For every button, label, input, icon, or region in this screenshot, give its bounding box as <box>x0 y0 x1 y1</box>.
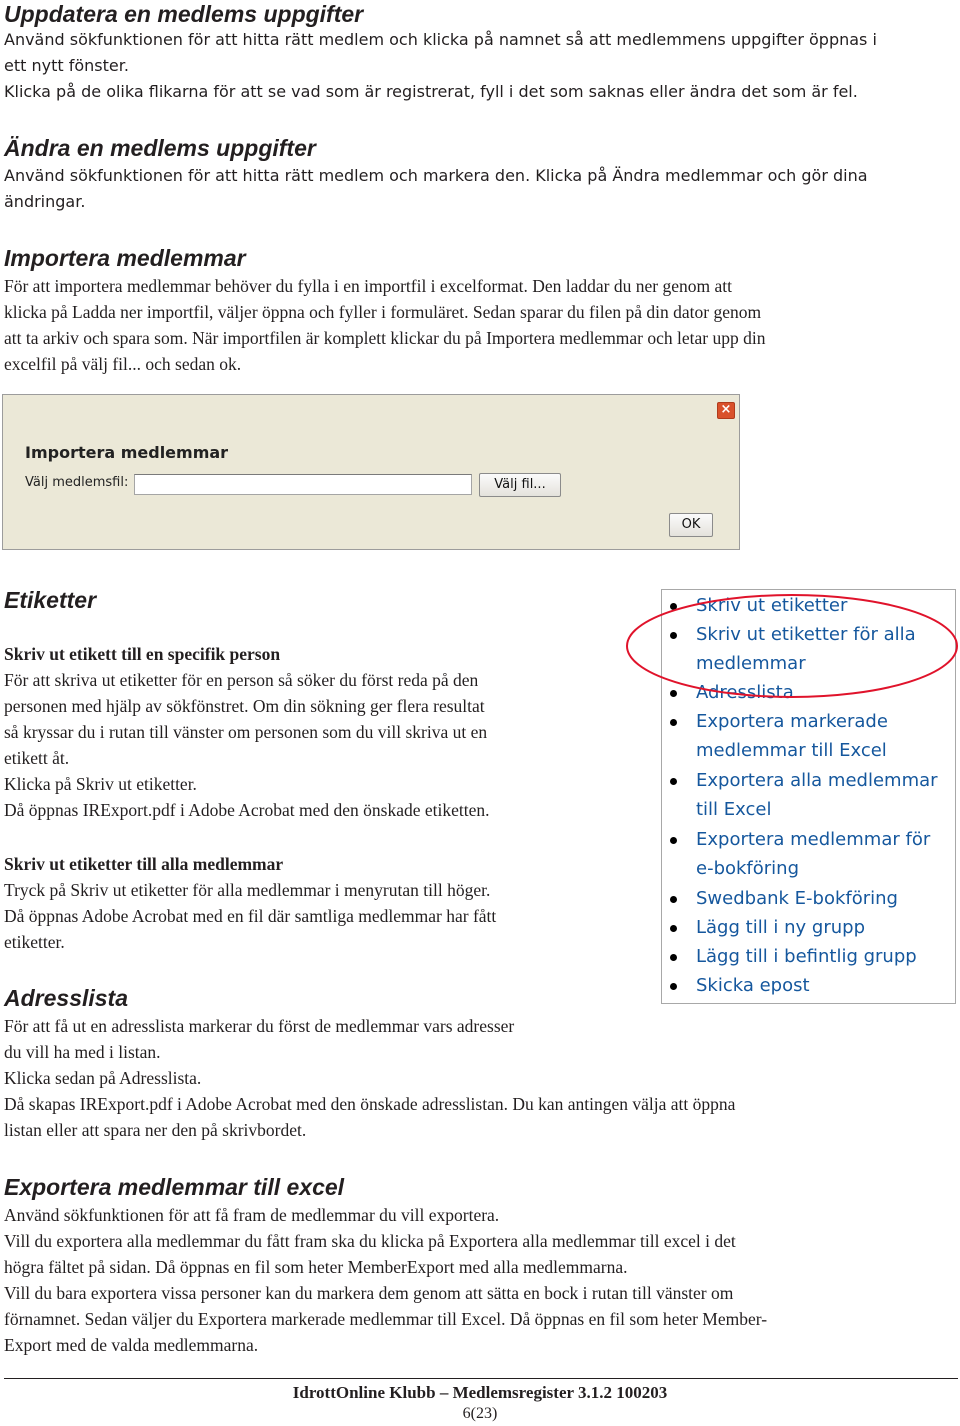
text-line: För att importera medlemmar behöver du fylla i en importfil i excelformat. Den laddar du ner genom att <box>4 276 732 296</box>
dialog-title: Importera medlemmar <box>25 443 229 462</box>
text-line: du vill ha med i listan. <box>4 1042 161 1062</box>
text-line: högra fältet på sidan. Då öppnas en fil som heter MemberExport med alla medlemmarna. <box>4 1257 628 1277</box>
update-text <box>4 27 877 105</box>
text-line: excelfil på välj fil... och sedan ok. <box>4 354 242 374</box>
text-line: Använd sökfunktionen för att få fram de medlemmar du vill exportera. <box>4 1205 500 1225</box>
ok-button[interactable]: OK <box>669 513 713 537</box>
bullet-icon <box>670 983 677 990</box>
menu-item-label: Skicka epost <box>696 975 810 996</box>
menu-item-label: Exportera markerade medlemmar till Excel <box>696 711 888 761</box>
text-line: etikett åt. <box>4 748 70 768</box>
text-line: förnamnet. Sedan väljer du Exportera markerade medlemmar till Excel. Då öppnas en fil som heter Member- <box>4 1309 768 1329</box>
page-number: 6(23) <box>462 1405 498 1422</box>
bullet-icon <box>670 954 677 961</box>
text-line: Använd sökfunktionen för att hitta rätt medlem och markera den. Klicka på Ändra medlemmar och gör dina <box>4 166 868 185</box>
subheading-all-members: Skriv ut etiketter till alla medlemmar <box>4 854 284 874</box>
browse-button[interactable]: Välj fil... <box>479 473 561 497</box>
menu-item-swedbank[interactable] <box>670 884 953 913</box>
close-icon[interactable]: × <box>717 402 735 419</box>
text-line: ändringar. <box>4 192 86 211</box>
text-line: Klicka på Skriv ut etiketter. <box>4 774 197 794</box>
menu-item-label: Adresslista <box>696 682 794 703</box>
menu-item-export-all[interactable] <box>670 766 953 824</box>
menu-item-label: Exportera medlemmar för e-bokföring <box>696 829 931 879</box>
footer-title: IdrottOnline Klubb – Medlemsregister 3.1.2 100203 <box>292 1383 668 1402</box>
menu-item-send-email[interactable] <box>670 971 953 1000</box>
text-line: listan eller att spara ner den på skrivbordet. <box>4 1120 307 1140</box>
menu-item-label: Lägg till i befintlig grupp <box>696 946 917 967</box>
text-line: Då skapas IRExport.pdf i Adobe Acrobat med den önskade adresslistan. Du kan antingen välja att öppna <box>4 1094 736 1114</box>
export-text <box>4 1202 767 1358</box>
heading-change: Ändra en medlems uppgifter <box>4 135 316 161</box>
menu-item-label: Exportera alla medlemmar till Excel <box>696 770 938 820</box>
bullet-icon <box>670 837 677 844</box>
heading-export: Exportera medlemmar till excel <box>4 1174 345 1200</box>
heading-import: Importera medlemmar <box>4 245 246 271</box>
menu-item-export-selected[interactable] <box>670 707 953 765</box>
text-line: Använd sökfunktionen för att hitta rätt medlem och klicka på namnet så att medlemmens uppgifter öppnas i <box>4 30 877 49</box>
subheading-specific-person: Skriv ut etikett till en specifik person <box>4 644 281 664</box>
bullet-icon <box>670 778 677 785</box>
bullet-icon <box>670 925 677 932</box>
address-text <box>4 1013 735 1143</box>
heading-labels: Etiketter <box>4 587 97 613</box>
menu-item-label: Skriv ut etiketter för alla medlemmar <box>696 624 916 674</box>
labels-all-text <box>4 851 496 955</box>
highlight-ellipse <box>624 592 960 700</box>
text-line: Då öppnas Adobe Acrobat med en fil där samtliga medlemmar har fått <box>4 906 497 926</box>
menu-item-label: Swedbank E-bokföring <box>696 888 898 909</box>
file-input[interactable] <box>134 474 472 495</box>
text-line: För att skriva ut etiketter för en person så söker du först reda på den <box>4 670 479 690</box>
text-line: Vill du bara exportera vissa personer kan du markera dem genom att sätta en bock i rutan till vänster om <box>4 1283 734 1303</box>
text-line: Då öppnas IRExport.pdf i Adobe Acrobat med den önskade etiketten. <box>4 800 490 820</box>
bullet-icon <box>670 719 677 726</box>
file-field-label: Välj medlemsfil: <box>25 475 129 490</box>
text-line: Tryck på Skriv ut etiketter för alla medlemmar i menyrutan till höger. <box>4 880 491 900</box>
labels-text <box>4 641 490 823</box>
change-text <box>4 163 868 215</box>
text-line: ett nytt fönster. <box>4 56 129 75</box>
text-line: att ta arkiv och spara som. När importfilen är komplett klickar du på Importera medlemmar och letar upp din <box>4 328 766 348</box>
menu-item-export-ebokforing[interactable] <box>670 825 953 883</box>
text-line: personen med hjälp av sökfönstret. Om din sökning ger flera resultat <box>4 696 485 716</box>
menu-item-label: Skriv ut etiketter <box>696 595 848 616</box>
text-line: Klicka på de olika flikarna för att se vad som är registrerat, fyll i det som saknas eller ändra det som är fel. <box>4 82 858 101</box>
text-line: klicka på Ladda ner importfil, väljer öppna och fyller i formuläret. Sedan sparar du filen på din dator genom <box>4 302 762 322</box>
heading-update: Uppdatera en medlems uppgifter <box>4 1 364 27</box>
text-line: etiketter. <box>4 932 65 952</box>
text-line: Export med de valda medlemmarna. <box>4 1335 259 1355</box>
text-line: så kryssar du i rutan till vänster om personen som du vill skriva ut en <box>4 722 488 742</box>
menu-item-label: Lägg till i ny grupp <box>696 917 866 938</box>
bullet-icon <box>670 896 677 903</box>
menu-item-existing-group[interactable] <box>670 942 953 971</box>
text-line: Klicka sedan på Adresslista. <box>4 1068 202 1088</box>
text-line: För att få ut en adresslista markerar du först de medlemmar vars adresser <box>4 1016 515 1036</box>
heading-address-list: Adresslista <box>4 985 129 1011</box>
menu-item-new-group[interactable] <box>670 913 953 942</box>
import-text <box>4 273 765 377</box>
text-line: Vill du exportera alla medlemmar du fått fram ska du klicka på Exportera alla medlemmar till excel i det <box>4 1231 736 1251</box>
import-dialog <box>2 394 740 550</box>
footer-rule <box>4 1378 958 1379</box>
